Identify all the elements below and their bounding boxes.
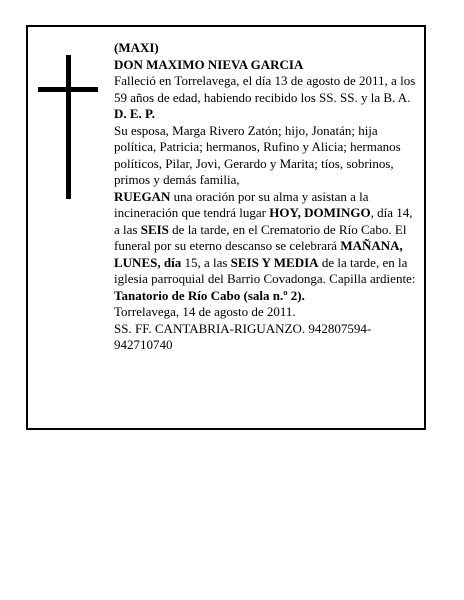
ceremony-request — [114, 189, 418, 305]
cross-icon — [38, 55, 98, 199]
cross-horizontal-bar — [38, 87, 98, 92]
request-text-1: una oración por su alma y asistan a la incineración que tendrá lugar — [114, 188, 369, 220]
ruegan-text: RUEGAN — [114, 188, 171, 204]
place-date: Torrelavega, 14 de agosto de 2011. — [114, 304, 296, 319]
hoy-domingo-text: HOY, DOMINGO — [269, 205, 371, 220]
family-list: Su esposa, Marga Rivero Zatón; hijo, Jonatán; hija política, Patricia; hermanos, Rufino y Alicia; hermanos políticos, Pilar, Jovi, Gerardo y Marita; tíos, sobrinos, primos y demás familia, — [114, 122, 401, 187]
cross-vertical-bar — [66, 55, 71, 199]
request-text-4: 15, a las — [181, 254, 231, 270]
notice-text — [114, 40, 418, 354]
seis-text: SEIS — [140, 221, 169, 237]
request-text-5: de la tarde, en la iglesia parroquial del Barrio Covadonga. Capilla ardiente: — [114, 254, 416, 286]
manana-lunes-text: MAÑANA, LUNES, día — [114, 238, 403, 270]
tanatorio-text: Tanatorio de Río Cabo (sala n.º 2). — [114, 287, 305, 303]
dep-line: D. E. P. — [114, 106, 156, 121]
funeral-home: SS. FF. CANTABRIA-RIGUANZO. 942807594-942710740 — [114, 320, 372, 352]
death-statement: Falleció en Torrelavega, el día 13 de agosto de 2011, a los 59 años de edad, habiendo recibido los SS. SS. y la B. A. — [114, 73, 416, 105]
request-text-3: de la tarde, en el Crematorio de Río Cabo. El funeral por su eterno descanso se celebrará — [114, 221, 407, 253]
nickname: (MAXI) — [114, 40, 159, 55]
seis-y-media-text: SEIS Y MEDIA — [230, 254, 319, 270]
request-text-2: , día 14, a las — [114, 205, 413, 237]
deceased-name: DON MAXIMO NIEVA GARCIA — [114, 56, 304, 72]
obituary-notice — [26, 25, 426, 430]
